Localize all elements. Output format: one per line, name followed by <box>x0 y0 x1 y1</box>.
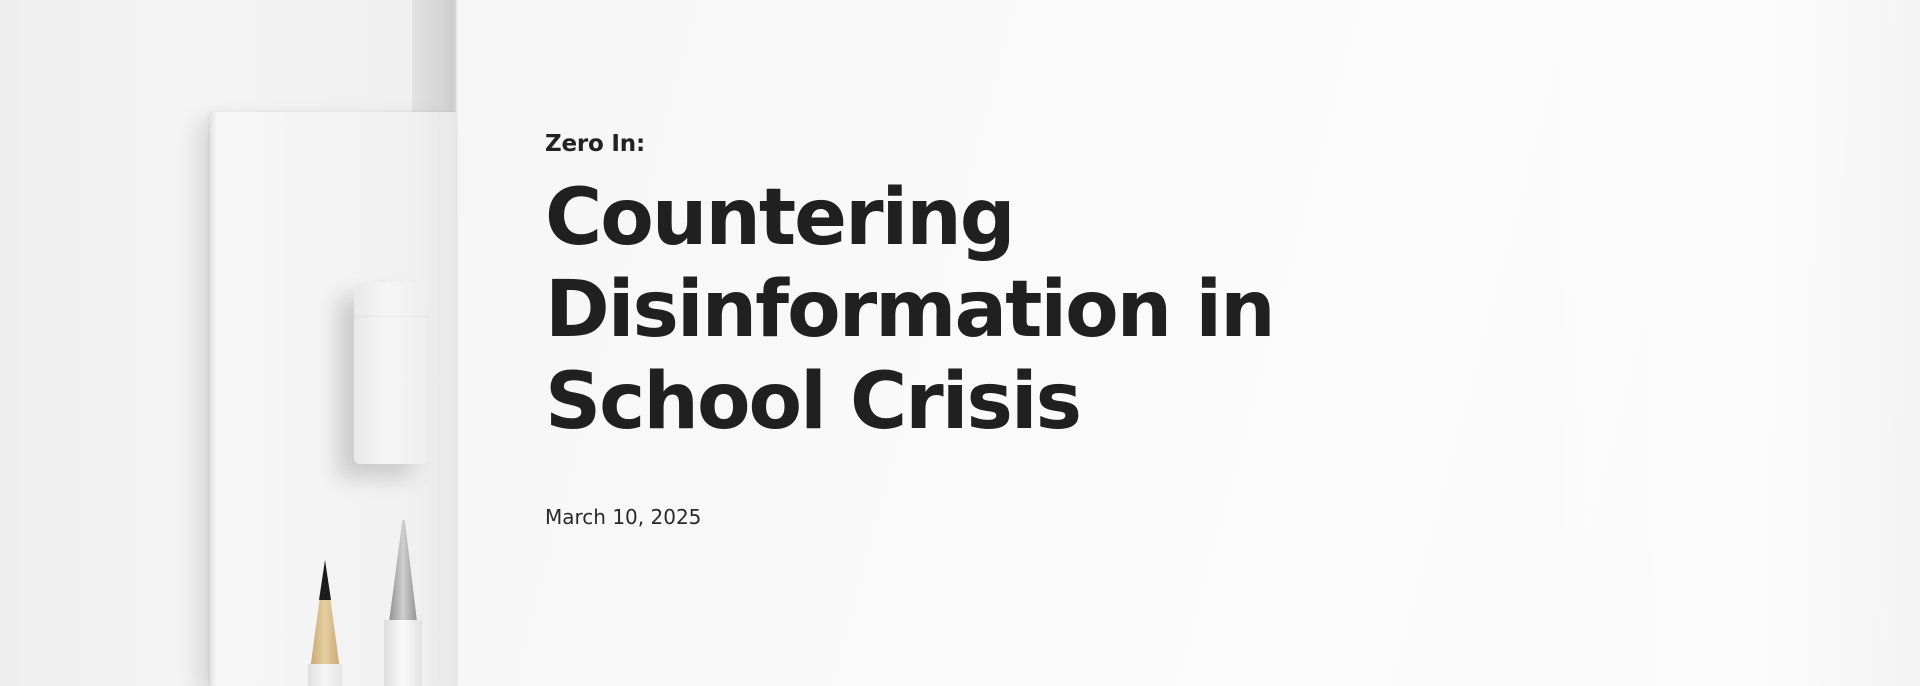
article-date: March 10, 2025 <box>545 505 702 529</box>
mechanical-pencil-body-image <box>384 620 422 686</box>
pencil-body-image <box>308 664 342 686</box>
article-kicker: Zero In: <box>545 131 645 157</box>
eraser-image <box>354 282 428 464</box>
background-glow <box>1500 0 1920 686</box>
article-header <box>545 124 1445 532</box>
article-title: Countering Disinformation in School Crisis <box>545 173 1274 447</box>
